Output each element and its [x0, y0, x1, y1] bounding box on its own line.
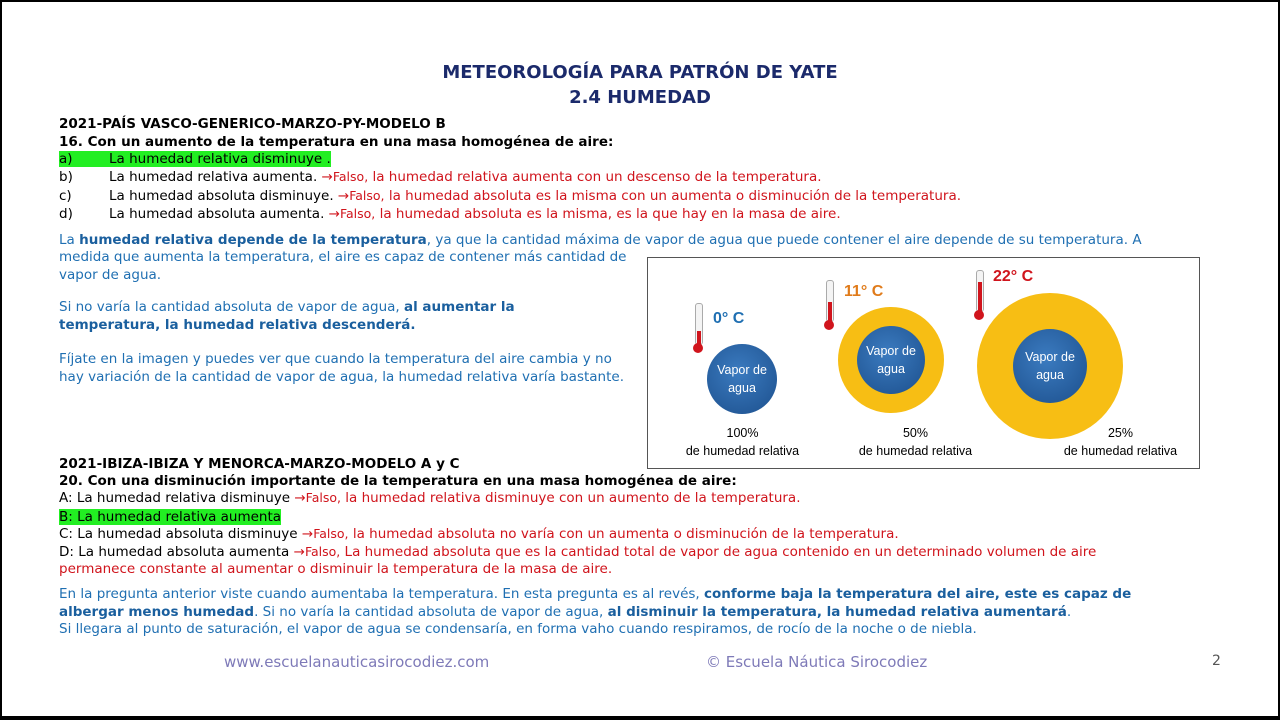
arrow-icon: → [328, 206, 340, 222]
slide-page [2, 2, 1278, 716]
q16-option-d: d) La humedad absoluta aumenta. →Falso, la humedad absoluta es la misma, es la que hay en la masa de aire. [59, 206, 841, 222]
q16-option-b: b) La humedad relativa aumenta. →Falso, la humedad relativa aumenta con un descenso de la temperatura. [59, 169, 822, 185]
q16-option-a [59, 151, 331, 167]
explain2-para: En la pregunta anterior viste cuando aumentaba la temperatura. En esta pregunta es al revés, conforme baja la temperatura del aire, este es capaz de albergar menos humedad. Si no varía la cantidad absoluta de vapor de agua, al disminuir la temperatura, la humedad relativa aumentará. [59, 586, 1132, 620]
arrow-icon: → [301, 526, 314, 542]
q16-question: 16. Con un aumento de la temperatura en una masa homogénea de aire: [59, 134, 614, 150]
arrow-icon: → [294, 490, 306, 506]
q20-option-b [59, 509, 281, 525]
humidity-label-100: 100% de humedad relativa [685, 426, 800, 458]
title-line-1: METEOROLOGÍA PARA PATRÓN DE YATE [442, 62, 838, 83]
water-vapor-circle: Vapor de agua [857, 326, 925, 394]
arrow-icon: → [293, 544, 305, 560]
humidity-label-25: 25% de humedad relativa [1063, 426, 1178, 458]
page-number: 2 [1212, 653, 1221, 669]
q20-question: 20. Con una disminución importante de la temperatura en una masa homogénea de aire: [59, 473, 737, 489]
q20-option-d: D: La humedad absoluta aumenta →Falso, La humedad absoluta que es la cantidad total de vapor de agua contenido en un determinado volumen de aire [59, 544, 1097, 560]
q20-option-a: A: La humedad relativa disminuye →Falso, la humedad relativa disminuye con un aumento de la temperatura. [59, 490, 801, 506]
explain1-para3: Fíjate en la imagen y puedes ver que cuando la temperatura del aire cambia y no hay variación de la cantidad de vapor de agua, la humedad relativa varía bastante. [59, 351, 625, 385]
water-vapor-circle: Vapor de agua [707, 344, 777, 414]
q16-exam-header: 2021-PAÍS VASCO-GENERICO-MARZO-PY-MODELO B [59, 116, 446, 132]
explain1-line2: medida que aumenta la temperatura, el aire es capaz de contener más cantidad de vapor de agua. [59, 249, 627, 283]
temp-label-0c: 0° C [713, 310, 745, 327]
title-line-2: 2.4 HUMEDAD [569, 87, 711, 108]
q16-option-c: c) La humedad absoluta disminuye. →Falso, la humedad absoluta es la misma con un aumenta o disminución de la temperatura. [59, 188, 962, 204]
humidity-label-50: 50% de humedad relativa [858, 426, 973, 458]
explain1-line1: La humedad relativa depende de la temperatura, ya que la cantidad máxima de vapor de agua que puede contener el aire depende de su temperatura. A [59, 232, 1142, 248]
q20-option-c: C: La humedad absoluta disminuye →Falso, la humedad absoluta no varía con un aumenta o disminución de la temperatura. [59, 526, 899, 542]
arrow-icon: → [337, 188, 350, 204]
temp-label-22c: 22° C [993, 268, 1034, 285]
answer-highlight: B: La humedad relativa aumenta [59, 509, 282, 525]
q20-option-d-cont: permanece constante al aumentar o disminuir la temperatura de la masa de aire. [59, 561, 613, 577]
footer-website[interactable]: www.escuelanauticasirocodiez.com [224, 653, 490, 671]
answer-highlight: a) La humedad relativa disminuye . [59, 151, 331, 167]
arrow-icon: → [321, 169, 333, 185]
explain1-para2: Si no varía la cantidad absoluta de vapor de agua, al aumentar la temperatura, la humedad relativa descenderá. [59, 299, 515, 333]
footer-copyright: © Escuela Náutica Sirocodiez [706, 653, 928, 671]
explain2-line2: Si llegara al punto de saturación, el vapor de agua se condensaría, en forma vaho cuando respiramos, de rocío de la noche o de niebla. [59, 621, 977, 637]
humidity-diagram [647, 257, 1200, 469]
q20-exam-header: 2021-IBIZA-IBIZA Y MENORCA-MARZO-MODELO A y C [59, 456, 460, 472]
water-vapor-circle: Vapor de agua [1013, 329, 1087, 403]
temp-label-11c: 11° C [844, 283, 884, 300]
